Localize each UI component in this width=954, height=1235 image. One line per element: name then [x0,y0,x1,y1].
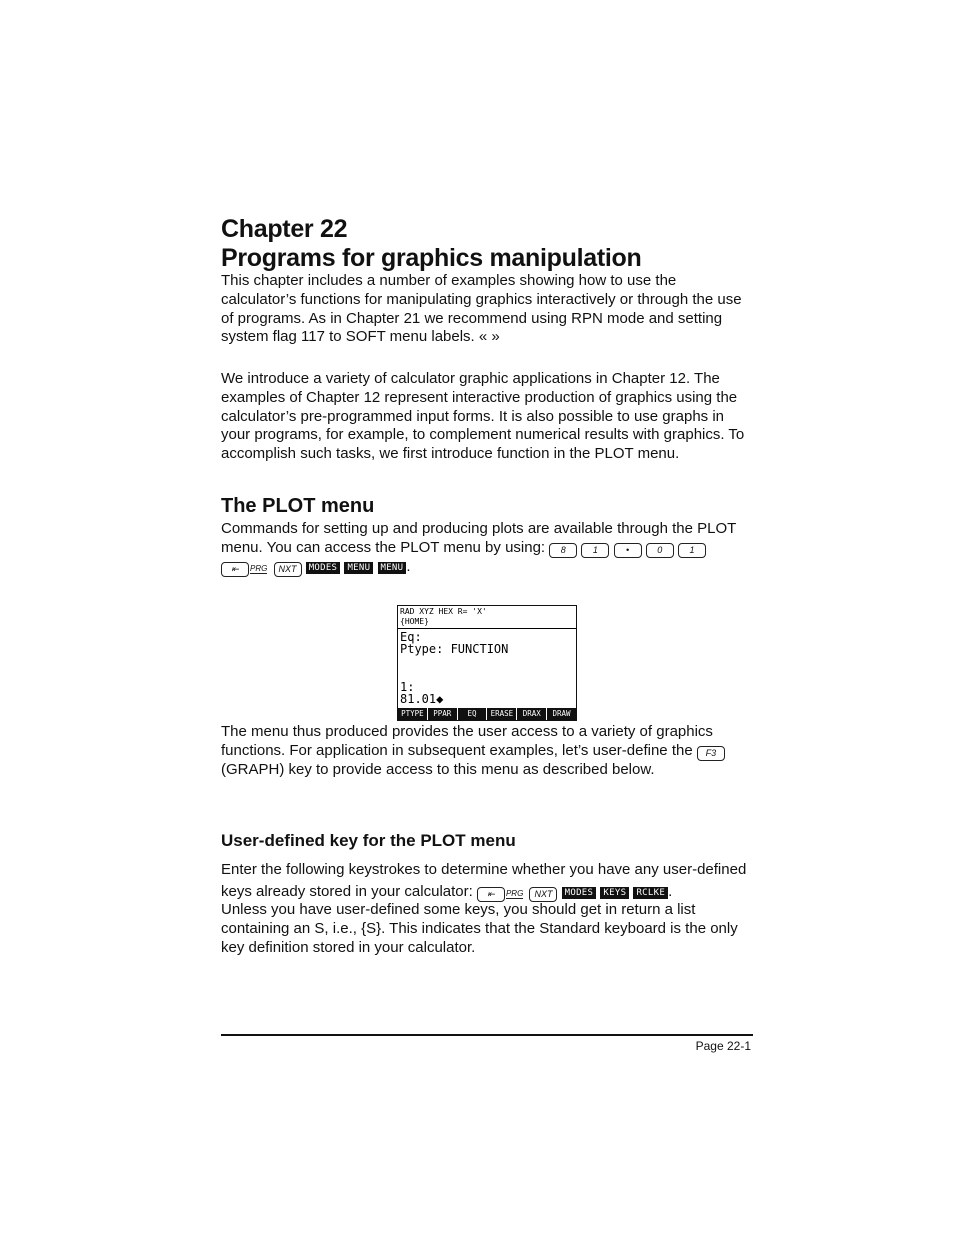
plot-access-text: Commands for setting up and producing plots are available through the PLOT menu. You can access the PLOT menu by using: [221,520,737,556]
section-heading-user-defined-key: User-defined key for the PLOT menu [221,831,516,850]
key-1: 1 [581,543,609,558]
chapter-title [221,215,753,273]
left-shift-key-2: ⇤ [477,887,505,902]
screen-level-1: 1: [400,680,415,694]
screen-divider [398,628,576,629]
key-8: 8 [549,543,577,558]
calculator-screen [397,605,577,721]
userkey-paragraph-2: Unless you have user-defined some keys, you should get in return a list containing an S, i.e., {S}. This indicates that the Standard keyboard is the only key definition stored in your calculator. [221,901,738,956]
screen-directory: {HOME} [400,617,429,626]
chapter-number: Chapter 22 [221,215,348,243]
screen-status-line: RAD XYZ HEX R= 'X' [400,607,487,616]
softmenu-drax: DRAX [517,708,546,720]
softkey-menu-2: MENU [378,562,407,574]
key-dot: • [614,543,642,558]
footer-rule [221,1034,753,1036]
softkey-modes: MODES [306,562,341,574]
screen-softmenu [398,708,576,720]
f3-key: F3 [697,746,725,761]
nxt-key-2: NXT [529,887,557,902]
plot-access-paragraph: Commands for setting up and producing plots are available through the PLOT menu. You can access the PLOT menu by using: 8 1 • 0 1 ⇤ PRG NXT MODES MENU MENU . [221,520,737,575]
softkey-keys: KEYS [600,887,629,899]
userkey-paragraph-1: Enter the following keystrokes to determine whether you have any user-defined keys already stored in your calculator: ⇤ PRG NXT MODES KEYS RCLKE . [221,861,747,900]
intro-paragraph-1: This chapter includes a number of examples showing how to use the calculator’s functions for manipulating graphics interactively or through the use of programs. As in Chapter 21 we recommend using RPN mode and setting system flag 117 to SOFT menu labels. « » [221,272,742,346]
userkey-text: Enter the following keystrokes to determine whether you have any user-defined keys already stored in your calculator: [221,861,747,900]
screen-ptype-line: Ptype: FUNCTION [400,642,509,656]
softkey-rclke: RCLKE [633,887,668,899]
softmenu-eq: EQ [458,708,487,720]
menu-description-paragraph [221,723,753,780]
softmenu-ppar: PPAR [428,708,457,720]
menu-description-text: The menu thus produced provides the user access to a variety of graphics functions. For application in subsequent examples, let’s user-define the [221,723,713,759]
intro-paragraph-2: We introduce a variety of calculator graphic applications in Chapter 12. The examples of Chapter 12 represent interactive production of graphics using the calculator’s pre-programmed input forms. It is also possible to use graphs in your programs, for example, to complement numerical results with graphics. To accomplish such tasks, we first introduce function in the PLOT menu. [221,370,745,463]
menu-description-end: (GRAPH) key to provide access to this menu as described below. [221,760,655,778]
softmenu-ptype: PTYPE [398,708,427,720]
screen-eq-line: Eq: [400,630,422,644]
prg-label: PRG [250,563,268,573]
softkey-modes-2: MODES [562,887,597,899]
left-shift-key: ⇤ [221,562,249,577]
section-heading-plot-menu: The PLOT menu [221,495,375,517]
softmenu-draw: DRAW [547,708,576,720]
nxt-key: NXT [274,562,302,577]
key-0: 0 [646,543,674,558]
screen-value-line: 81.01◆ [400,692,444,706]
prg-label-2: PRG [505,889,524,898]
key-1b: 1 [678,543,706,558]
chapter-heading: Programs for graphics manipulation [221,244,642,272]
page-number: Page 22-1 [695,1039,751,1053]
softkey-menu: MENU [344,562,373,574]
softmenu-erase: ERASE [487,708,516,720]
